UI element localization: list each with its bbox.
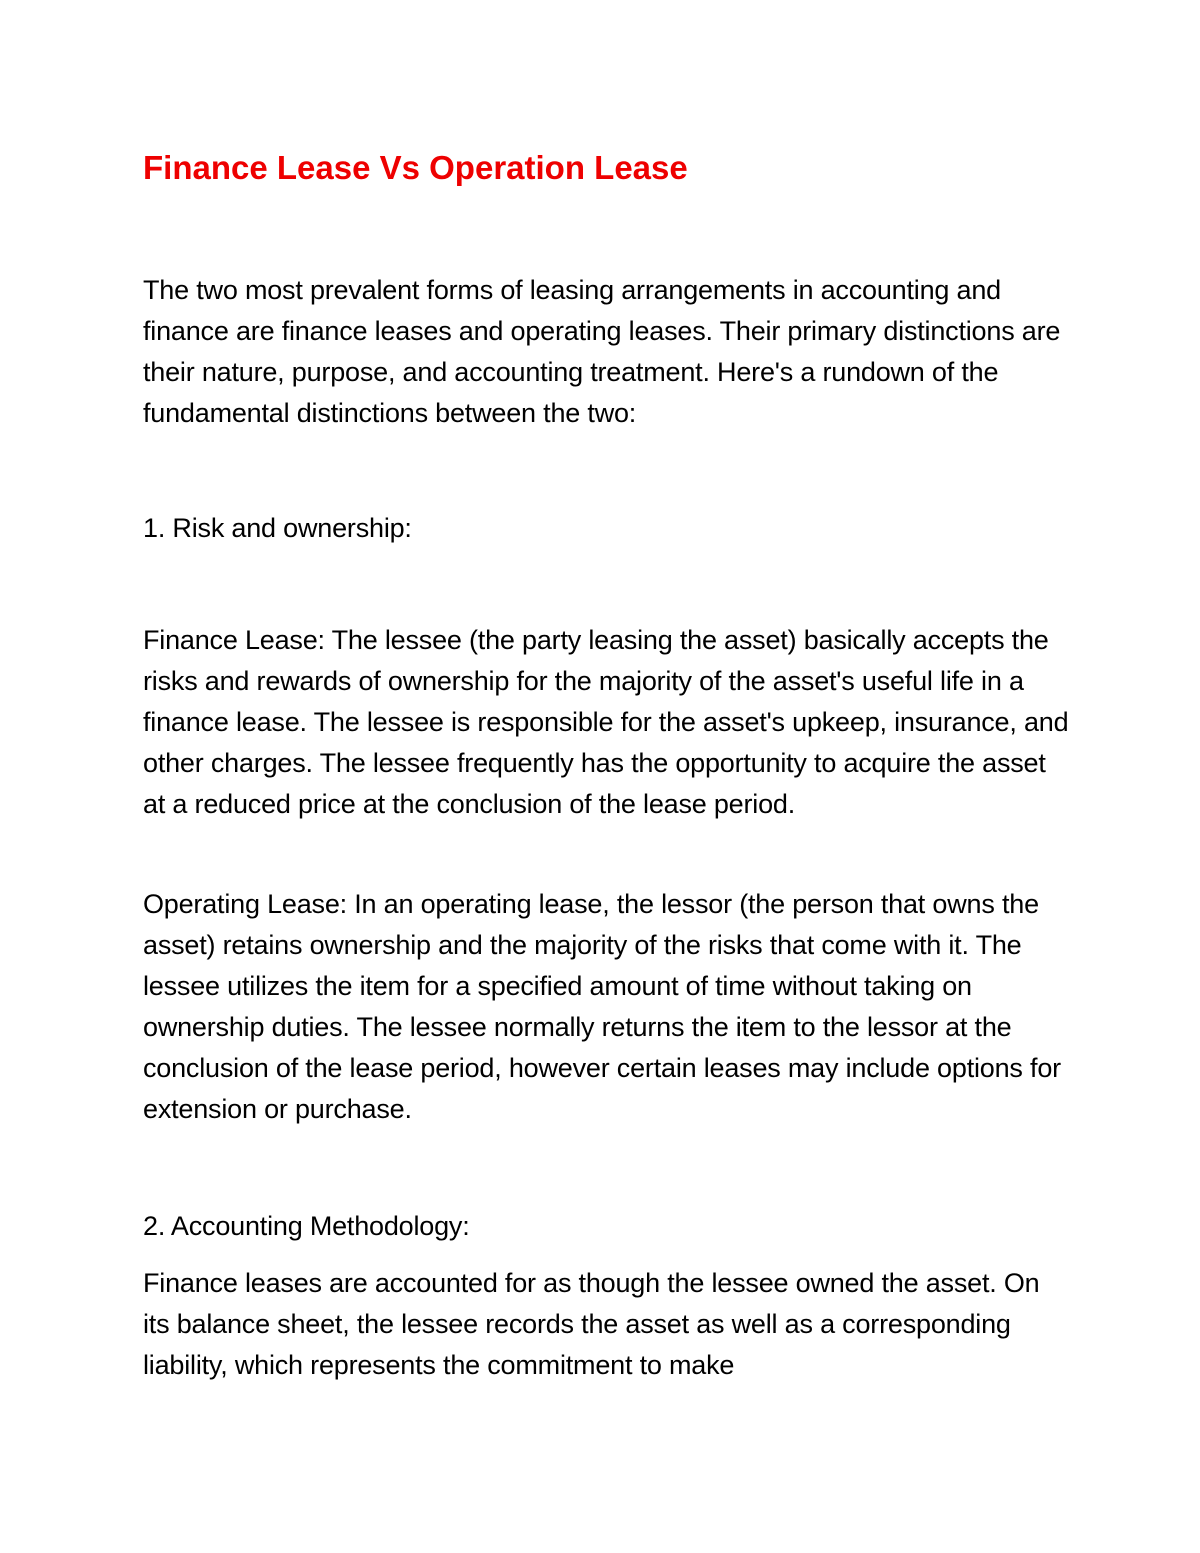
document-title: Finance Lease Vs Operation Lease	[143, 149, 688, 186]
finance-lease-paragraph: Finance Lease: The lessee (the party leasing the asset) basically accepts the risks and rewards of ownership for the majority of the asset's useful life in a finance lease. The lessee is responsible for the asset's upkeep, insurance, and other charges. The lessee frequently has the opportunity to acquire the asset at a reduced price at the conclusion of the lease period.	[143, 625, 1069, 819]
accounting-methodology-paragraph: Finance leases are accounted for as though the lessee owned the asset. On its balance sheet, the lessee records the asset as well as a corresponding liability, which represents the commitment to make	[143, 1268, 1040, 1380]
intro-paragraph: The two most prevalent forms of leasing arrangements in accounting and finance are finance leases and operating leases. Their primary distinctions are their nature, purpose, and accounting treatment. Here's a rundown of the fundamental distinctions between the two:	[143, 275, 1061, 428]
operating-lease-paragraph: Operating Lease: In an operating lease, the lessor (the person that owns the asset) retains ownership and the majority of the risks that come with it. The lessee utilizes the item for a specified amount of time without taking on ownership duties. The lessee normally returns the item to the lessor at the conclusion of the lease period, however certain leases may include options for extension or purchase.	[143, 889, 1061, 1124]
section-heading-accounting-methodology: 2. Accounting Methodology:	[143, 1211, 470, 1241]
section-heading-risk-ownership: 1. Risk and ownership:	[143, 513, 412, 543]
